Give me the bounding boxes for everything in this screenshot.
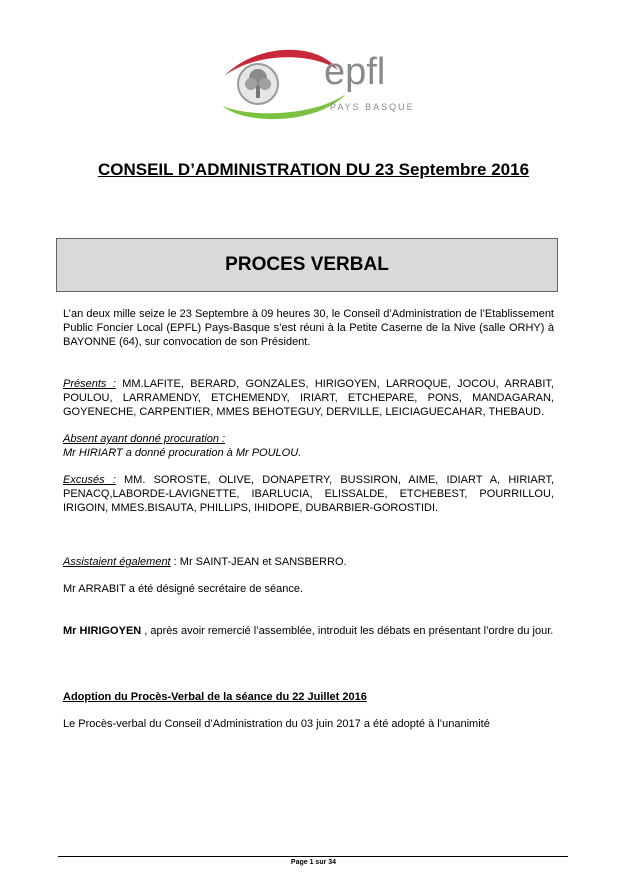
logo-subtitle: PAYS BASQUE [330,102,415,112]
hirigoyen-name: Mr HIRIGOYEN [63,625,142,637]
logo-brand: epfl [324,51,386,93]
section-heading [63,690,554,704]
page-title: CONSEIL D’ADMINISTRATION DU 23 Septembre 2016 [97,160,530,179]
hirigoyen-text: , après avoir remercié l’assemblée, introduit les débats en présentant l’ordre du jour. [141,625,554,637]
excuses-paragraph [63,473,554,515]
absent-label: Absent ayant donné procuration : [63,433,226,445]
presents-list: MM.LAFITE, BERARD, GONZALES, HIRIGOYEN, LARROQUE, JOCOU, ARRABIT, POULOU, LARRAMENDY, ETCHEMENDY, IRIART, ETCHEPARE, PONS, MANDAGARAN, GOYENECHE, CARPENTIER, MMES BEHOTEGUY, DERVILLE, LEICIAGUECAHAR, THEBAUD. [63,378,554,418]
secretaire-paragraph: Mr ARRABIT a été désigné secrétaire de séance. [63,583,304,595]
excuses-list: MM. SOROSTE, OLIVE, DONAPETRY, BUSSIRON, AIME, IDIART A, HIRIART, PENACQ,LABORDE-LAVIGNETTE, IBARLUCIA, ELISSALDE, ETCHEBEST, POURRILLOU, IRIGOIN, MMES.BISAUTA, PHILLIPS, IHIDOPE, DUBARBIER-GOROSTIDI. [63,474,555,514]
proces-verbal-box [56,238,558,292]
assistaient-label: Assistaient également [63,556,171,568]
section-paragraph: Le Procès-verbal du Conseil d’Administration du 03 juin 2017 a été adopté à l’unanimité [63,718,490,730]
proces-verbal-title: PROCES VERBAL [225,254,389,275]
epfl-logo [218,40,428,122]
intro-paragraph: L’an deux mille seize le 23 Septembre à 09 heures 30, le Conseil d’Administration de l’Etablissement Public Foncier Local (EPFL) Pays-Basque s’est réuni à la Petite Caserne de la Nive (salle ORHY) à BAYONNE (64), sur convocation de son Président. [63,308,554,348]
footer-divider [58,856,568,857]
page-number: Page 1 sur 34 [290,859,337,866]
absent-text: Mr HIRIART a donné procuration à Mr POULOU. [63,447,302,459]
hirigoyen-paragraph [63,624,554,638]
excuses-label: Excusés : [63,474,116,486]
presents-paragraph [63,377,554,419]
assistaient-paragraph [63,555,554,569]
presents-label: Présents : [63,378,116,390]
section-heading-text: Adoption du Procès-Verbal de la séance du 22 Juillet 2016 [63,691,367,703]
assistaient-text: : Mr SAINT-JEAN et SANSBERRO. [170,556,347,568]
absent-paragraph [63,432,554,460]
